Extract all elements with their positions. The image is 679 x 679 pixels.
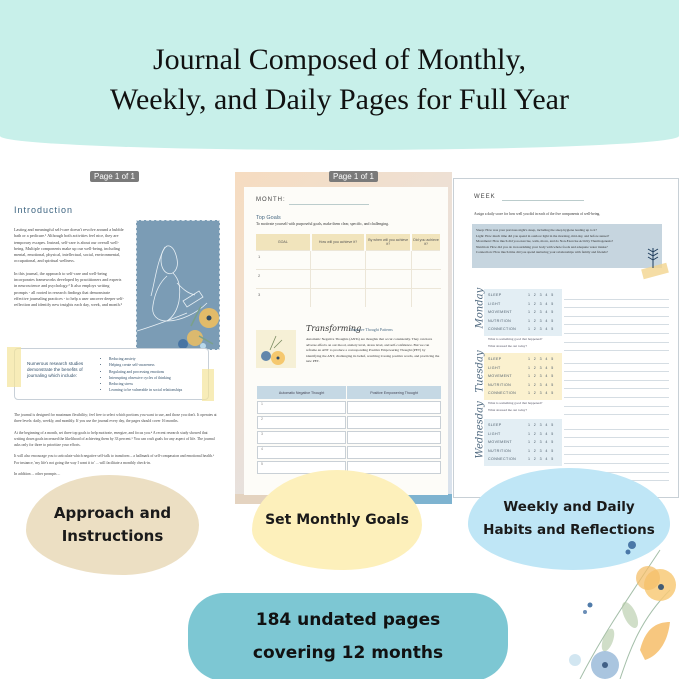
flower-icon	[256, 330, 296, 368]
transforming-subtitle: Negative Thought Patterns	[350, 327, 393, 332]
habit-score-scale[interactable]: 1 2 3 4 5	[528, 448, 554, 453]
goal-cell	[365, 269, 411, 288]
habit-score-scale[interactable]: 1 2 3 4 5	[528, 365, 554, 370]
pet-cell	[347, 446, 441, 459]
habit-name: CONNECTION	[488, 327, 517, 332]
ant-cell: 2	[257, 416, 346, 429]
day-label: Wednesday	[474, 401, 486, 459]
habit-tracker	[484, 353, 562, 400]
body-paragraph: The journal is designed for maximum flexibility; feel free to select which portions you want to use, and those you don't. It operates at three levels: daily, weekly, and monthly. If you use the journal every day, the pages should cover 16 months.	[14, 413, 217, 424]
habit-name: NUTRITION	[488, 448, 512, 453]
pet-column-header: Positive Empowering Thought	[347, 386, 441, 399]
benefit-item: • Reducing stress	[109, 381, 182, 387]
habit-name: LIGHT	[488, 365, 501, 370]
habit-name: CONNECTION	[488, 457, 517, 462]
habit-row	[488, 455, 558, 464]
ant-column-header: Automatic Negative Thought	[257, 386, 346, 399]
approach-callout	[26, 475, 199, 575]
intro-paragraph: Lasting and meaningful self-care doesn't revolve around a bubble bath or a pedicure.¹ Although both activities feel nice, they are temporary escapes. Instead, self-care is about our overall well-being. Multiple components make up our well-being, including mental, emotional, physical, intellectual, social, environmental, occupational, and spiritual wellness.	[14, 227, 124, 264]
habit-name: MOVEMENT	[488, 374, 512, 379]
pet-cell	[347, 431, 441, 444]
habit-score-scale[interactable]: 1 2 3 4 5	[528, 382, 554, 387]
habit-row	[488, 372, 558, 381]
habit-score-scale[interactable]: 1 2 3 4 5	[528, 391, 554, 396]
transforming-title: Transforming	[306, 324, 362, 333]
habit-score-scale[interactable]: 1 2 3 4 5	[528, 431, 554, 436]
ant-cell: 1	[257, 401, 346, 414]
habit-row	[488, 291, 558, 300]
habit-score-scale[interactable]: 1 2 3 4 5	[528, 457, 554, 462]
reflection-prompt: What is something good that happened?	[488, 336, 543, 341]
badge-line: 184 undated pages	[255, 610, 441, 630]
ant-pet-table	[256, 384, 442, 476]
component-description: Movement: How much did you exercise, walk, move, and do Non-Exercise Activity Thermogenesis?	[476, 239, 614, 244]
weekly-daily-callout	[468, 468, 670, 570]
habit-score-scale[interactable]: 1 2 3 4 5	[528, 310, 554, 315]
benefit-item: • Learning to be vulnerable in social relationships	[109, 387, 182, 393]
monthly-page-preview	[244, 187, 448, 495]
habit-name: LIGHT	[488, 301, 501, 306]
introduction-page-preview	[0, 180, 220, 510]
callout-line: Weekly and Daily	[503, 499, 635, 515]
page-indicator: Page 1 of 1	[329, 171, 378, 182]
page-indicator: Page 1 of 1	[90, 171, 139, 182]
habit-score-scale[interactable]: 1 2 3 4 5	[528, 301, 554, 306]
writing-lines	[564, 355, 669, 415]
ant-cell: 5	[257, 461, 346, 474]
goal-cell	[311, 250, 366, 269]
month-input-line	[289, 204, 369, 205]
ant-row	[257, 416, 441, 429]
tape-decoration	[202, 369, 214, 401]
week-instruction: Assign a daily score for how well you did in each of the five components of well-being.	[474, 212, 601, 216]
ant-cell: 4	[257, 446, 346, 459]
goal-cell	[311, 269, 366, 288]
research-benefits-list	[103, 356, 182, 394]
habit-name: NUTRITION	[488, 382, 512, 387]
research-lead-text: Numerous research studies demonstrate the benefits of journaling which include:	[27, 361, 84, 379]
habit-score-scale[interactable]: 1 2 3 4 5	[528, 327, 554, 332]
wellbeing-components-box	[472, 224, 662, 268]
habit-tracker	[484, 289, 562, 336]
reflection-prompt: What stressed me out today?	[488, 407, 527, 412]
goal-cell	[411, 250, 441, 269]
goals-subtitle: To motivate yourself with purposeful goals, make them clear, specific, and challenging.	[256, 222, 389, 226]
habit-row	[488, 389, 558, 398]
ant-row	[257, 446, 441, 459]
pet-cell	[347, 416, 441, 429]
day-label: Monday	[474, 287, 486, 329]
badge-line: covering 12 months	[252, 643, 444, 663]
ant-row	[257, 431, 441, 444]
callout-line: Instructions	[61, 527, 164, 545]
body-paragraph: At the beginning of a month, set three top goals to help motivate, energize, and focus you.⁴ A recent research study showed that writing down goals increased the likelihood of achieving them by 33 percent.⁵ You can craft goals for any aspect of life. The journal asks only for three to prioritize your efforts.	[14, 430, 215, 448]
habit-row	[488, 438, 558, 447]
goal-number: 1	[256, 250, 311, 269]
habit-name: SLEEP	[488, 423, 502, 427]
month-label: MONTH:	[256, 197, 286, 203]
leaf-sprig-icon	[646, 246, 660, 268]
habit-row	[488, 421, 558, 430]
callout-line: Set Monthly Goals	[265, 512, 409, 528]
habit-name: SLEEP	[488, 357, 502, 361]
page-count-badge	[188, 593, 508, 679]
benefit-item: • Reducing anxiety	[109, 356, 182, 362]
body-paragraph: It will also encourage you to articulate which negative self-talk to transform – a hallmark of self-compassion and emotional health.⁶ For instance, 'my life's not going the way I want it to' ... will facilitate a monthly check-in.	[14, 454, 215, 465]
day-label: Tuesday	[474, 350, 486, 393]
habit-score-scale[interactable]: 1 2 3 4 5	[528, 440, 554, 445]
goals-column-header: Did you achieve it?	[411, 234, 441, 250]
benefit-item: • Helping create self-awareness	[109, 362, 182, 368]
intro-paragraph: In this journal, the approach to self-care and well-being incorporates frameworks developed by practitioners and experts in neuroscience and psychology.² It also employs writing prompts - all rooted in research findings that demonstrate effective journaling practices - to help a user uncover deeper self-reflection and identify new insights each day, week, and month.³	[14, 270, 124, 308]
habit-name: SLEEP	[488, 293, 502, 297]
week-input-line	[502, 200, 584, 201]
goal-row	[256, 269, 441, 288]
transforming-description: Automatic Negative Thoughts (ANTs) are thoughts that occur consistently. They can have adverse effects on our mood, anxiety level, stress level, and self-confidence. But we can reframe an ANT to produce a corresponding Positive Empowering Thought (PET) by identifying the ANT, challenging its belief, rewriting it using positive words, and practicing the new PET.	[306, 337, 440, 363]
weekly-page-preview	[453, 178, 679, 498]
goal-cell	[365, 288, 411, 307]
day-block-tuesday	[474, 350, 562, 414]
habit-score-scale[interactable]: 1 2 3 4 5	[528, 293, 554, 297]
goal-number: 2	[256, 269, 311, 288]
habit-name: LIGHT	[488, 431, 501, 436]
goals-table	[256, 234, 442, 307]
benefit-item: • Interrupting obsessive cycles of thinking	[109, 375, 182, 381]
day-block-monday	[474, 287, 562, 350]
habit-name: CONNECTION	[488, 391, 517, 396]
research-benefits-box	[14, 348, 209, 400]
page-title	[110, 40, 569, 120]
goal-number: 3	[256, 288, 311, 307]
pet-cell	[347, 401, 441, 414]
habit-row	[488, 308, 558, 317]
habit-row	[488, 325, 558, 334]
benefit-item: • Regulating and processing emotions	[109, 369, 182, 375]
reflection-prompt: What stressed me out today?	[488, 343, 527, 348]
intro-text	[14, 227, 124, 315]
title-line-1: Journal Composed of Monthly,	[152, 43, 527, 76]
ant-row	[257, 401, 441, 414]
habit-name: NUTRITION	[488, 318, 512, 323]
goal-row	[256, 250, 441, 269]
line-art-icon	[137, 221, 220, 351]
habit-row	[488, 355, 558, 364]
reflection-prompt: What is something good that happened?	[488, 400, 543, 405]
goal-cell	[411, 288, 441, 307]
tape-decoration	[7, 347, 21, 387]
ant-cell: 3	[257, 431, 346, 444]
header-banner	[0, 0, 679, 150]
floral-thumbnail	[256, 330, 296, 368]
goals-column-header: By when will you achieve it?	[365, 234, 411, 250]
habit-score-scale[interactable]: 1 2 3 4 5	[528, 318, 554, 323]
habit-row	[488, 364, 558, 373]
woman-writing-illustration	[136, 220, 220, 350]
goals-column-header: GOAL	[256, 234, 311, 250]
title-line-2: Weekly, and Daily Pages for Full Year	[110, 83, 569, 116]
habit-tracker	[484, 419, 562, 466]
habit-score-scale[interactable]: 1 2 3 4 5	[528, 423, 554, 427]
habit-row	[488, 430, 558, 439]
week-label: WEEK	[474, 194, 496, 200]
habit-score-scale[interactable]: 1 2 3 4 5	[528, 357, 554, 361]
goals-column-header: How will you achieve it?	[311, 234, 366, 250]
goals-title: Top Goals	[256, 215, 281, 221]
component-description: Nutrition: How did you do in nourishing your body with whole foods and adequate water intake?	[476, 244, 608, 249]
goal-cell	[365, 250, 411, 269]
habit-row	[488, 447, 558, 456]
habit-row	[488, 381, 558, 390]
component-description: Connection: How much time did you spend nurturing your relationships with family and friends?	[476, 250, 608, 255]
callout-line: Habits and Reflections	[483, 522, 655, 538]
habit-name: MOVEMENT	[488, 310, 512, 315]
intro-title: Introduction	[14, 205, 74, 215]
instructions-body-text	[14, 412, 219, 482]
goal-row	[256, 288, 441, 307]
habit-row	[488, 300, 558, 309]
callout-line: Approach and	[53, 504, 172, 522]
habit-score-scale[interactable]: 1 2 3 4 5	[528, 374, 554, 379]
component-description: Sleep: How was your previous night's sleep, including the sleep hygiene leading up to it?	[476, 228, 597, 232]
habit-row	[488, 317, 558, 326]
body-paragraph: In addition ... other prompts ...	[14, 472, 61, 477]
goal-cell	[311, 288, 366, 307]
component-description: Light: How much time did you spend in outdoor light in the morning, mid-day, and before sunset?	[476, 233, 610, 238]
goal-cell	[411, 269, 441, 288]
habit-name: MOVEMENT	[488, 440, 512, 445]
writing-lines	[564, 291, 669, 351]
